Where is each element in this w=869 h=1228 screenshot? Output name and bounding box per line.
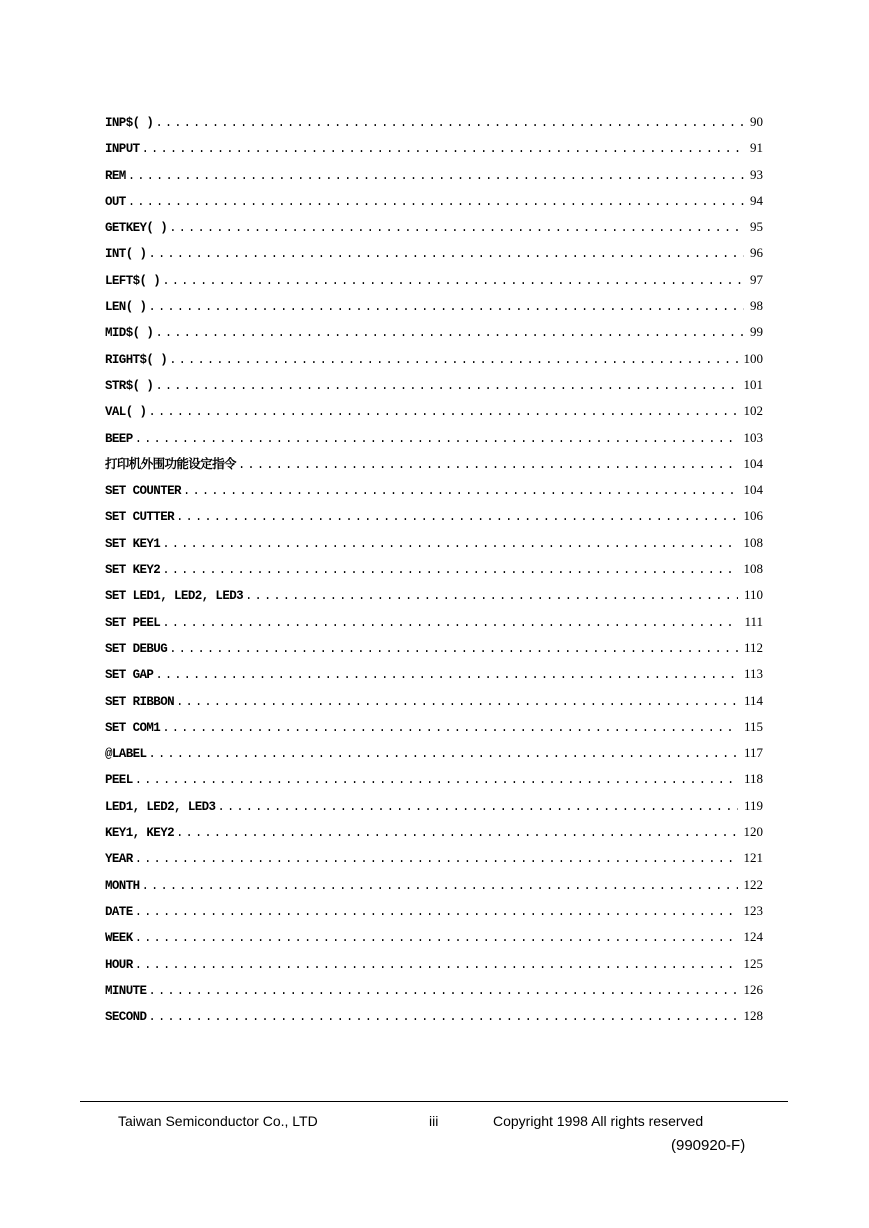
toc-entry-title: MINUTE <box>105 983 147 998</box>
toc-entry-title: SET RIBBON <box>105 694 175 709</box>
toc-entry[interactable] <box>105 402 763 428</box>
toc-entry[interactable] <box>105 718 763 744</box>
toc-dot-leader <box>169 640 738 658</box>
toc-entry[interactable] <box>105 849 763 875</box>
toc-entry-title: MID$( ) <box>105 326 154 341</box>
toc-entry[interactable] <box>105 586 763 612</box>
toc-entry[interactable] <box>105 665 763 691</box>
toc-entry-page: 112 <box>743 639 763 655</box>
toc-entry-title: WEEK <box>105 931 133 946</box>
toc-entry-title: SET LED1, LED2, LED3 <box>105 589 244 604</box>
toc-entry[interactable] <box>105 323 763 349</box>
toc-dot-leader <box>148 403 737 421</box>
toc-dot-leader <box>142 140 744 158</box>
toc-entry-title: BEEP <box>105 431 133 446</box>
toc-dot-leader <box>155 377 737 395</box>
toc-entry[interactable] <box>105 744 763 770</box>
toc-dot-leader <box>135 903 738 921</box>
toc-entry[interactable] <box>105 218 763 244</box>
toc-entry-page: 97 <box>750 271 763 287</box>
toc-dot-leader <box>162 719 738 737</box>
toc-entry-page: 90 <box>750 114 763 129</box>
toc-entry-page: 128 <box>743 1008 763 1024</box>
toc-dot-leader <box>183 482 738 500</box>
toc-entry[interactable] <box>105 876 763 902</box>
toc-entry[interactable] <box>105 981 763 1007</box>
toc-dot-leader <box>135 929 738 947</box>
footer-document-code: (990920-F) <box>671 1137 746 1154</box>
toc-dot-leader <box>148 1008 737 1026</box>
toc-dot-leader <box>169 219 744 237</box>
toc-dot-leader <box>142 877 738 895</box>
toc-entry[interactable] <box>105 770 763 796</box>
toc-entry[interactable] <box>105 429 763 455</box>
footer-copyright: Copyright 1998 All rights reserved <box>493 1113 704 1129</box>
toc-entry-title: VAL( ) <box>105 405 147 420</box>
toc-dot-leader <box>238 456 738 474</box>
toc-entry[interactable] <box>105 507 763 533</box>
toc-entry-title: INPUT <box>105 142 140 157</box>
toc-entry-page: 102 <box>743 403 763 419</box>
table-of-contents <box>105 113 763 1033</box>
toc-dot-leader <box>162 272 744 290</box>
toc-entry[interactable] <box>105 481 763 507</box>
toc-dot-leader <box>155 114 744 132</box>
toc-entry[interactable] <box>105 955 763 981</box>
toc-entry-page: 115 <box>743 718 763 734</box>
toc-entry-title: LEFT$( ) <box>105 273 161 288</box>
toc-entry-page: 121 <box>743 850 763 866</box>
toc-dot-leader <box>162 614 738 632</box>
toc-entry[interactable] <box>105 139 763 165</box>
toc-entry-page: 120 <box>743 824 763 840</box>
toc-entry-title: @LABEL <box>105 747 147 762</box>
toc-dot-leader <box>135 956 738 974</box>
toc-entry[interactable] <box>105 244 763 270</box>
toc-entry-title: SET CUTTER <box>105 510 175 525</box>
toc-entry-title: DATE <box>105 904 133 919</box>
toc-entry-page: 108 <box>743 534 763 550</box>
toc-entry-page: 108 <box>743 561 763 577</box>
toc-entry[interactable] <box>105 271 763 297</box>
toc-dot-leader <box>217 798 738 816</box>
toc-entry[interactable] <box>105 376 763 402</box>
toc-entry-title: HOUR <box>105 957 133 972</box>
toc-dot-leader <box>162 561 737 579</box>
toc-dot-leader <box>176 824 737 842</box>
toc-dot-leader <box>128 193 744 211</box>
toc-entry-page: 101 <box>743 376 763 392</box>
toc-entry-page: 104 <box>743 455 763 471</box>
toc-entry-title: GETKEY( ) <box>105 221 168 236</box>
toc-dot-leader <box>135 430 738 448</box>
toc-entry-title: INT( ) <box>105 247 147 262</box>
toc-entry-title: LEN( ) <box>105 300 147 315</box>
toc-entry-title: SET DEBUG <box>105 641 168 656</box>
toc-dot-leader <box>155 666 738 684</box>
toc-entry-title: SET KEY2 <box>105 563 161 578</box>
toc-entry[interactable] <box>105 928 763 954</box>
toc-entry-page: 100 <box>743 350 763 366</box>
toc-dot-leader <box>135 850 738 868</box>
toc-entry-page: 118 <box>743 771 763 787</box>
toc-entry[interactable] <box>105 902 763 928</box>
toc-dot-leader <box>148 745 738 763</box>
toc-entry-title: PEEL <box>105 773 133 788</box>
toc-dot-leader <box>148 298 744 316</box>
toc-entry-page: 96 <box>750 245 763 261</box>
toc-entry[interactable] <box>105 455 763 481</box>
toc-dot-leader <box>148 982 737 1000</box>
toc-entry-title: SET COM1 <box>105 720 161 735</box>
footer-page-number: iii <box>429 1113 439 1129</box>
toc-dot-leader <box>176 508 737 526</box>
toc-entry-page: 123 <box>743 902 763 918</box>
toc-entry[interactable] <box>105 297 763 323</box>
toc-entry[interactable] <box>105 113 763 139</box>
toc-entry-page: 98 <box>750 298 763 314</box>
toc-entry-page: 113 <box>743 666 763 682</box>
toc-entry-page: 99 <box>750 324 763 340</box>
toc-entry-title: LED1, LED2, LED3 <box>105 799 216 814</box>
toc-entry-title: REM <box>105 168 126 183</box>
toc-entry[interactable] <box>105 350 763 376</box>
toc-entry-title: YEAR <box>105 852 133 867</box>
toc-entry-page: 125 <box>743 955 763 971</box>
toc-dot-leader <box>245 587 738 605</box>
toc-entry-page: 117 <box>743 745 763 761</box>
toc-entry-page: 104 <box>743 482 763 498</box>
toc-entry[interactable] <box>105 1007 763 1033</box>
toc-entry[interactable] <box>105 192 763 218</box>
toc-entry-page: 103 <box>743 429 763 445</box>
toc-entry-page: 126 <box>743 981 763 997</box>
toc-entry-title: STR$( ) <box>105 378 154 393</box>
toc-entry[interactable] <box>105 613 763 639</box>
toc-entry-page: 94 <box>750 192 763 208</box>
toc-entry-page: 119 <box>743 797 763 813</box>
toc-dot-leader <box>169 351 737 369</box>
toc-entry-page: 111 <box>744 613 763 629</box>
toc-entry[interactable] <box>105 797 763 823</box>
toc-dot-leader <box>135 771 738 789</box>
toc-entry-title: SECOND <box>105 1010 147 1025</box>
toc-entry-page: 124 <box>743 929 763 945</box>
toc-entry-page: 114 <box>743 692 763 708</box>
footer-divider <box>80 1101 788 1102</box>
toc-entry-title: INP$( ) <box>105 116 154 130</box>
toc-entry-title: SET GAP <box>105 668 154 683</box>
toc-entry-title: RIGHT$( ) <box>105 352 168 367</box>
toc-entry-page: 110 <box>743 587 763 603</box>
toc-entry-page: 122 <box>743 876 763 892</box>
toc-entry-title: OUT <box>105 194 126 209</box>
toc-entry-title: SET PEEL <box>105 615 161 630</box>
toc-entry-title: KEY1, KEY2 <box>105 826 175 841</box>
toc-entry-page: 106 <box>743 508 763 524</box>
toc-entry-page: 93 <box>750 166 763 182</box>
toc-entry-title: SET COUNTER <box>105 484 181 499</box>
toc-dot-leader <box>162 535 737 553</box>
toc-entry-title: 打印机外围功能设定指令 <box>105 457 236 472</box>
toc-entry[interactable] <box>105 560 763 586</box>
footer-company: Taiwan Semiconductor Co., LTD <box>118 1113 318 1129</box>
toc-dot-leader <box>148 245 744 263</box>
toc-entry[interactable] <box>105 823 763 849</box>
toc-entry[interactable] <box>105 639 763 665</box>
toc-entry[interactable] <box>105 534 763 560</box>
toc-dot-leader <box>128 167 744 185</box>
toc-entry-title: SET KEY1 <box>105 536 161 551</box>
toc-entry-page: 91 <box>750 140 763 156</box>
toc-dot-leader <box>176 693 738 711</box>
toc-entry-page: 95 <box>750 219 763 235</box>
toc-entry[interactable] <box>105 692 763 718</box>
toc-dot-leader <box>155 324 744 342</box>
toc-entry[interactable] <box>105 166 763 192</box>
toc-entry-title: MONTH <box>105 878 140 893</box>
